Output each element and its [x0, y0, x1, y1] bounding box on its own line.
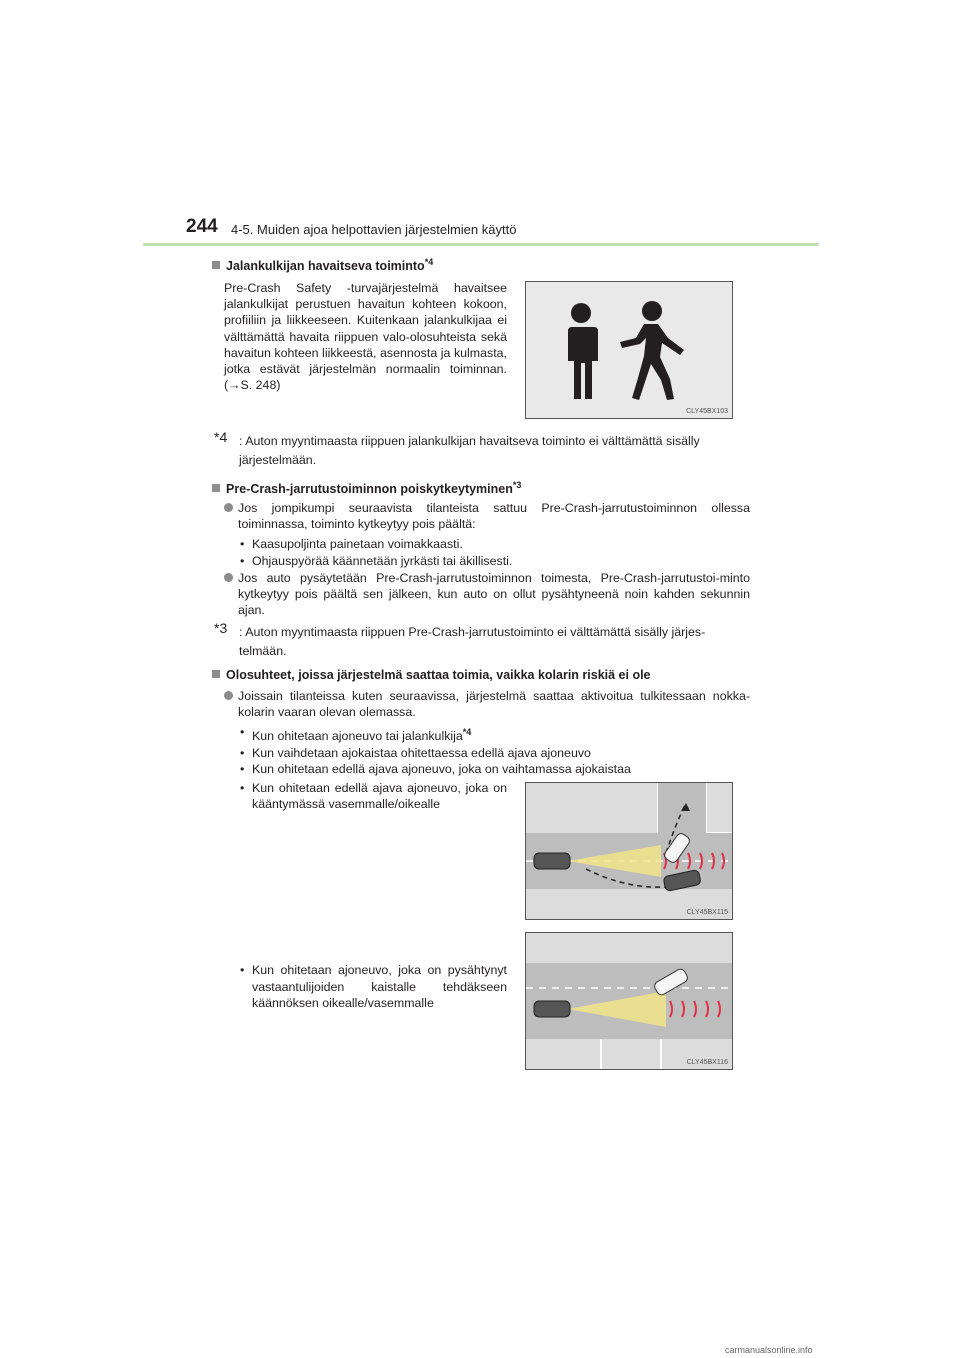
turning-vehicle-figure	[525, 782, 733, 920]
page-number: 244	[186, 216, 218, 237]
pedestrian-body-text: Pre-Crash Safety -turvajärjestelmä havaitsee jalankulkijat perustuen havaitun kohteen kokoon, profiiliin ja liikkeeseen. Kuitenkaan jalankulkijaa ei välttämättä havaita riippuen valo-olosuhteista sekä havaitun kohteen liikkeestä, asennosta ja kulmasta, jotka estävät järjestelmän normaalin toiminnan. (→S. 248)	[224, 281, 507, 393]
square-bullet-icon	[212, 484, 220, 492]
list-item: • Kun ohitetaan ajoneuvo, joka on pysähtynyt vastaantulijoiden kaistalle tehdäkseen käännöksen oikealle/vasemmalle	[238, 962, 507, 1011]
list-item: • Kun ohitetaan ajoneuvo tai jalankulkija$^{*4}$	[238, 724, 750, 744]
footnote-4: *4 : Auton myyntimaasta riippuen jalankulkijan havaitseva toiminto ei välttämättä sisälly järjestelmään.	[214, 429, 700, 467]
footnote-mark: *3	[214, 620, 228, 636]
figure-code: CLY45BX103	[686, 408, 728, 415]
chapter-title: 4-5. Muiden ajoa helpottavien järjestelmien käyttö	[231, 222, 517, 237]
section-heading-false-activation: Olosuhteet, joissa järjestelmä saattaa toimia, vaikka kolarin riskiä ei ole	[212, 668, 651, 682]
footnote-mark: *4	[214, 429, 228, 445]
oncoming-car-diagram-icon	[526, 933, 732, 1069]
circle-bullet-icon	[224, 503, 233, 512]
pedestrian-icon	[526, 282, 732, 418]
list-item: • Kun ohitetaan edellä ajava ajoneuvo, joka on kääntymässä vasemmalle/oikealle	[238, 780, 507, 812]
list-item: • Kun ohitetaan edellä ajava ajoneuvo, joka on vaihtamassa ajokaistaa	[238, 761, 750, 777]
section-heading-pedestrian: Jalankulkijan havaitseva toiminto$^{*4}$	[212, 257, 433, 273]
circle-bullet-icon	[224, 691, 233, 700]
turning-car-diagram-icon	[526, 783, 732, 919]
list-item: • Kun vaihdetaan ajokaistaa ohitettaessa edellä ajava ajoneuvo	[238, 745, 750, 761]
square-bullet-icon	[212, 261, 220, 269]
false-activation-list: Joissain tilanteissa kuten seuraavissa, järjestelmä saattaa aktivoitua tulkitessaan nokka-kolarin vaaran olevan olemassa. • Kun ohitetaan ajoneuvo tai jalankulkija$^{*4}$ • Kun vaihdetaan ajokaistaa ohitettaessa edellä ajava ajoneuvo • Kun ohitetaan edellä ajava ajoneuvo, joka on vaihtamassa ajokaistaa	[224, 688, 750, 777]
circle-bullet-icon	[224, 573, 233, 582]
brake-cancel-bullet-1: Jos jompikumpi seuraavista tilanteista sattuu Pre-Crash-jarrutustoiminnon ollessa toiminnassa, toiminto kytkeytyy pois päältä: • Kaasupoljinta painetaan voimakkaasti. • Ohjauspyörää käännetään jyrkästi tai äkillisesti. Jos auto pysäytetään Pre-Crash-jarrutustoiminnon toimesta, Pre-Crash-jarrutustoi-minto kytkeytyy pois päältä sen jälkeen, kun auto on ollut pysähtyneenä noin kahden sekunnin ajan.	[224, 500, 750, 618]
figure-code: CLY45BX116	[686, 1059, 728, 1066]
list-item: • Ohjauspyörää käännetään jyrkästi tai äkillisesti.	[238, 553, 750, 569]
section-heading-brake-cancel: Pre-Crash-jarrutustoiminnon poiskytkeytyminen$^{*3}$	[212, 480, 521, 496]
square-bullet-icon	[212, 670, 220, 678]
watermark-site: carmanualsonline.info	[725, 1345, 813, 1355]
footnote-3: *3 : Auton myyntimaasta riippuen Pre-Crash-jarrutustoiminto ei välttämättä sisälly järjes-telmään.	[214, 620, 706, 658]
list-item: • Kaasupoljinta painetaan voimakkaasti.	[238, 536, 750, 552]
figure-code: CLY45BX115	[686, 909, 728, 916]
header-rule	[143, 243, 819, 246]
pedestrian-figure	[525, 281, 733, 419]
stopped-vehicle-figure	[525, 932, 733, 1070]
